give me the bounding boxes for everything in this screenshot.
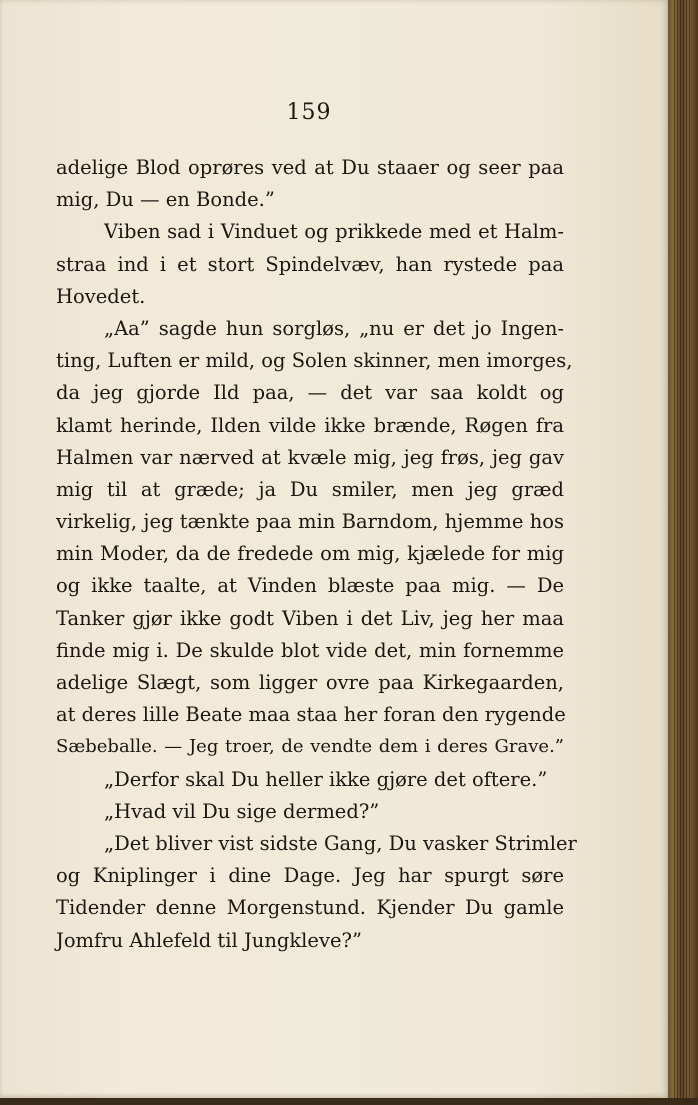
text-line: ting, Luften er mild, og Solen skinner, men imorges, bbox=[56, 349, 573, 373]
text-line: og Kniplinger i dine Dage. Jeg har spurgt søre bbox=[56, 864, 564, 888]
text-line: „Hvad vil Du sige dermed?” bbox=[104, 799, 380, 823]
text-line: Tidender denne Morgenstund. Kjender Du gamle bbox=[56, 896, 564, 920]
text-line: Halmen var nærved at kvæle mig, jeg frøs, jeg gav bbox=[56, 445, 564, 469]
text-line: „Aa” sagde hun sorgløs, „nu er det jo Ingen- bbox=[104, 316, 564, 340]
text-line: Tanker gjør ikke godt Viben i det Liv, jeg her maa bbox=[56, 606, 564, 630]
text-line: adelige Slægt, som ligger ovre paa Kirkegaarden, bbox=[56, 671, 564, 694]
text-line: Sæbeballe. — Jeg troer, de vendte dem i deres Grave.” bbox=[56, 736, 564, 758]
page-bottom-edge bbox=[0, 1098, 698, 1105]
text-line: virkelig, jeg tænkte paa min Barndom, hjemme hos bbox=[56, 510, 564, 534]
text-line: at deres lille Beate maa staa her foran den rygende bbox=[56, 703, 566, 727]
text-line: klamt herinde, Ilden vilde ikke brænde, Røgen fra bbox=[56, 413, 564, 437]
text-line: „Derfor skal Du heller ikke gjøre det oftere.” bbox=[104, 767, 548, 791]
text-line: straa ind i et stort Spindelvæv, han rystede paa bbox=[56, 252, 564, 276]
text-line: mig til at græde; ja Du smiler, men jeg græd bbox=[56, 477, 564, 501]
text-line: Hovedet. bbox=[56, 284, 146, 308]
text-line: adelige Blod oprøres ved at Du staaer og seer paa bbox=[56, 156, 564, 179]
text-line: „Det bliver vist sidste Gang, Du vasker Strimler bbox=[104, 831, 577, 855]
text-line: mig, Du — en Bonde.” bbox=[56, 188, 275, 212]
page-edge-texture bbox=[674, 0, 692, 1105]
text-line: Jomfru Ahlefeld til Jungkleve?” bbox=[56, 928, 362, 952]
text-line: og ikke taalte, at Vinden blæste paa mig. — De bbox=[56, 574, 564, 598]
text-line: finde mig i. De skulde blot vide det, min fornemme bbox=[56, 638, 564, 662]
text-line: Viben sad i Vinduet og prikkede med et Halm- bbox=[104, 220, 564, 244]
page-number: 159 bbox=[286, 100, 332, 125]
text-line: min Moder, da de fredede om mig, kjælede for mig bbox=[56, 542, 564, 566]
body-text bbox=[56, 152, 577, 957]
text-line: da jeg gjorde Ild paa, — det var saa koldt og bbox=[56, 381, 564, 405]
